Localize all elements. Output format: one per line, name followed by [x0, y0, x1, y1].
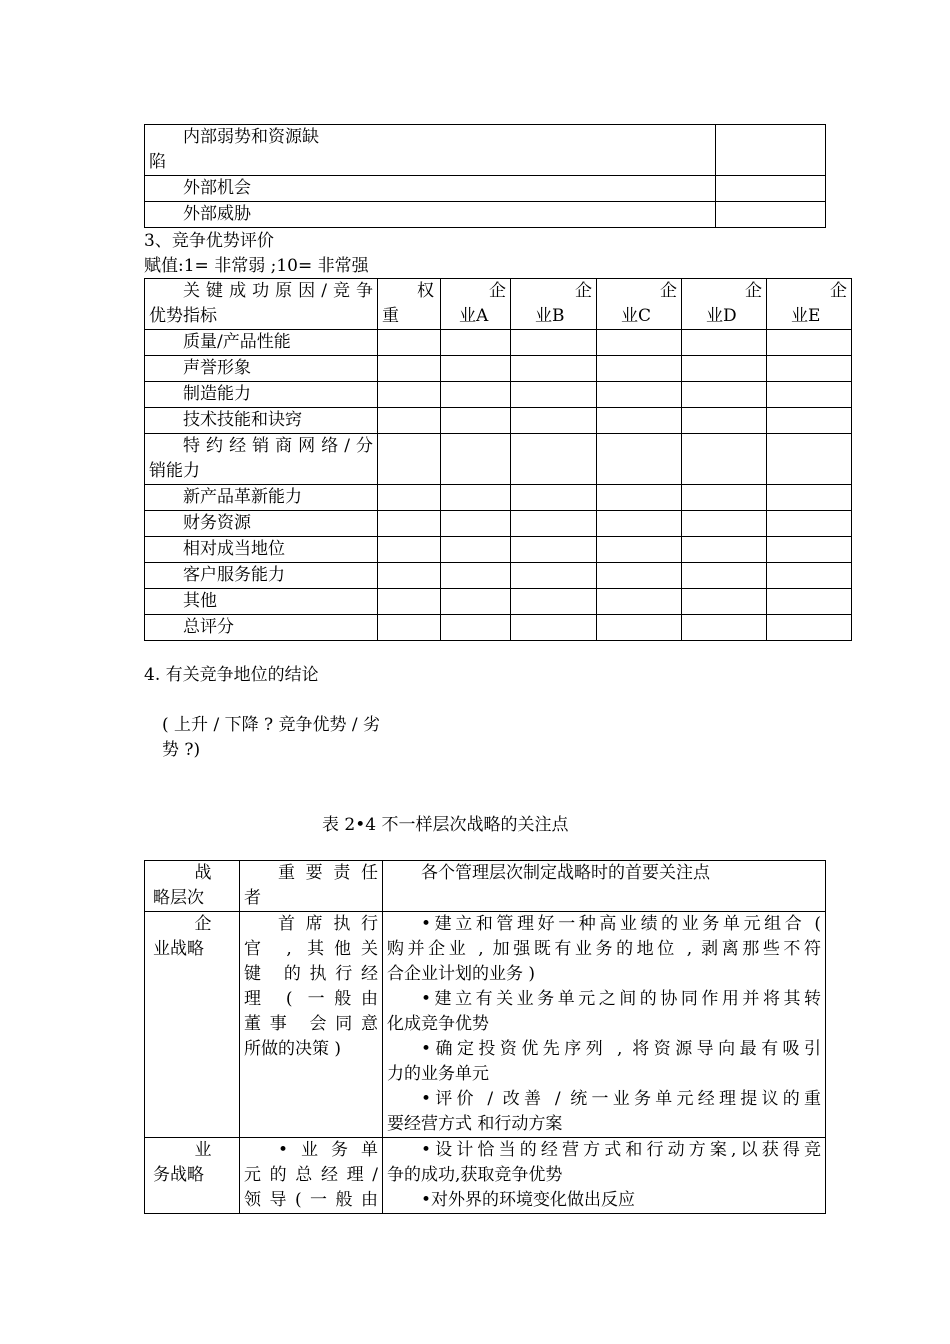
- table-row: [145, 356, 852, 382]
- table-row: [145, 537, 852, 563]
- swot-cell: [716, 125, 826, 176]
- factor-label: 客户服务能力: [183, 565, 285, 585]
- responsible-header: 重要责任 者: [240, 861, 383, 912]
- table24-caption: 表 2•4 不一样层次战略的关注点: [322, 815, 569, 835]
- table-row: [145, 589, 852, 615]
- table-row: [145, 382, 852, 408]
- focus-cell: •设计恰当的经营方式和行动方案,以获得竞 争的成功,获取竞争优势 •对外界的环境变化做出反应: [383, 1138, 826, 1214]
- section4-note-line2: 势 ?): [162, 740, 201, 760]
- table-row: [145, 511, 852, 537]
- swot-table: [144, 124, 826, 228]
- level-cell: 业 务战略: [145, 1138, 240, 1214]
- swot-cell: [716, 176, 826, 202]
- table-row: [145, 615, 852, 641]
- competitive-table: [144, 278, 852, 641]
- company-e-header: 企 业E: [767, 279, 852, 330]
- company-d-header: 企 业D: [682, 279, 767, 330]
- swot-row-opportunity: 外部机会: [145, 176, 716, 202]
- factor-label: 质量/产品性能: [183, 332, 291, 352]
- swot-cell: [716, 202, 826, 228]
- factor-label: 财务资源: [183, 513, 251, 533]
- level-cell: 企 业战略: [145, 912, 240, 1138]
- company-c-header: 企 业C: [597, 279, 682, 330]
- factor-header: 关键成功原因/竞争 优势指标: [145, 279, 378, 330]
- table-row: 特约经销商网络/分 销能力: [145, 434, 852, 485]
- competitive-header-row: [145, 279, 852, 330]
- responsible-cell: •业务单 元的总经理/ 领导(一般由: [240, 1138, 383, 1214]
- table-row: [145, 485, 852, 511]
- factor-label: 新产品革新能力: [183, 487, 302, 507]
- strategy-level-table: [144, 860, 826, 1214]
- swot-row-threat: 外部威胁: [145, 202, 716, 228]
- factor-label: 技术技能和诀窍: [183, 410, 302, 430]
- company-a-header: 企 业A: [441, 279, 511, 330]
- focus-header: 各个管理层次制定战略时的首要关注点: [383, 861, 826, 912]
- section3-scale: 赋值:1= 非常弱 ;10= 非常强: [144, 256, 369, 276]
- section4-heading: 4. 有关竞争地位的结论: [144, 665, 319, 685]
- focus-cell: •建立和管理好一种高业绩的业务单元组合 ( 购并企业 , 加强既有业务的地位 , 剥离那些不符 合企业计划的业务 ) •建立有关业务单元之间的协同作用并将其转 化成竞争优势 •确定投资优先序列 , 将资源导向最有吸引 力的业务单元 •评价 / 改善 / 统一业务单元经理提议的重 要经营方式 和行动方案: [383, 912, 826, 1138]
- level-header: 战 略层次: [145, 861, 240, 912]
- strategy-header-row: [145, 861, 826, 912]
- section3-heading: 3、竞争优势评价: [144, 231, 274, 251]
- responsible-cell: 首席执行 官 , 其他关 键 的执行经 理 ( 一般由 董事 会同意 所做的决策 ): [240, 912, 383, 1138]
- weight-header: 权 重: [378, 279, 441, 330]
- factor-label: 特约经销商网络/分: [183, 436, 373, 456]
- table-row: [145, 912, 826, 1138]
- table-row: [145, 563, 852, 589]
- factor-label: 总评分: [183, 617, 234, 637]
- table-row: [145, 1138, 826, 1214]
- factor-label: 相对成当地位: [183, 539, 285, 559]
- section4-note-line1: ( 上升 / 下降 ? 竞争优势 / 劣: [162, 715, 381, 735]
- factor-label: 制造能力: [183, 384, 251, 404]
- swot-row-weakness: 内部弱势和资源缺 陷: [145, 125, 716, 176]
- factor-label: 声誉形象: [183, 358, 251, 378]
- table-row: [145, 330, 852, 356]
- table-row: [145, 408, 852, 434]
- company-b-header: 企 业B: [511, 279, 597, 330]
- factor-label: 其他: [183, 591, 217, 611]
